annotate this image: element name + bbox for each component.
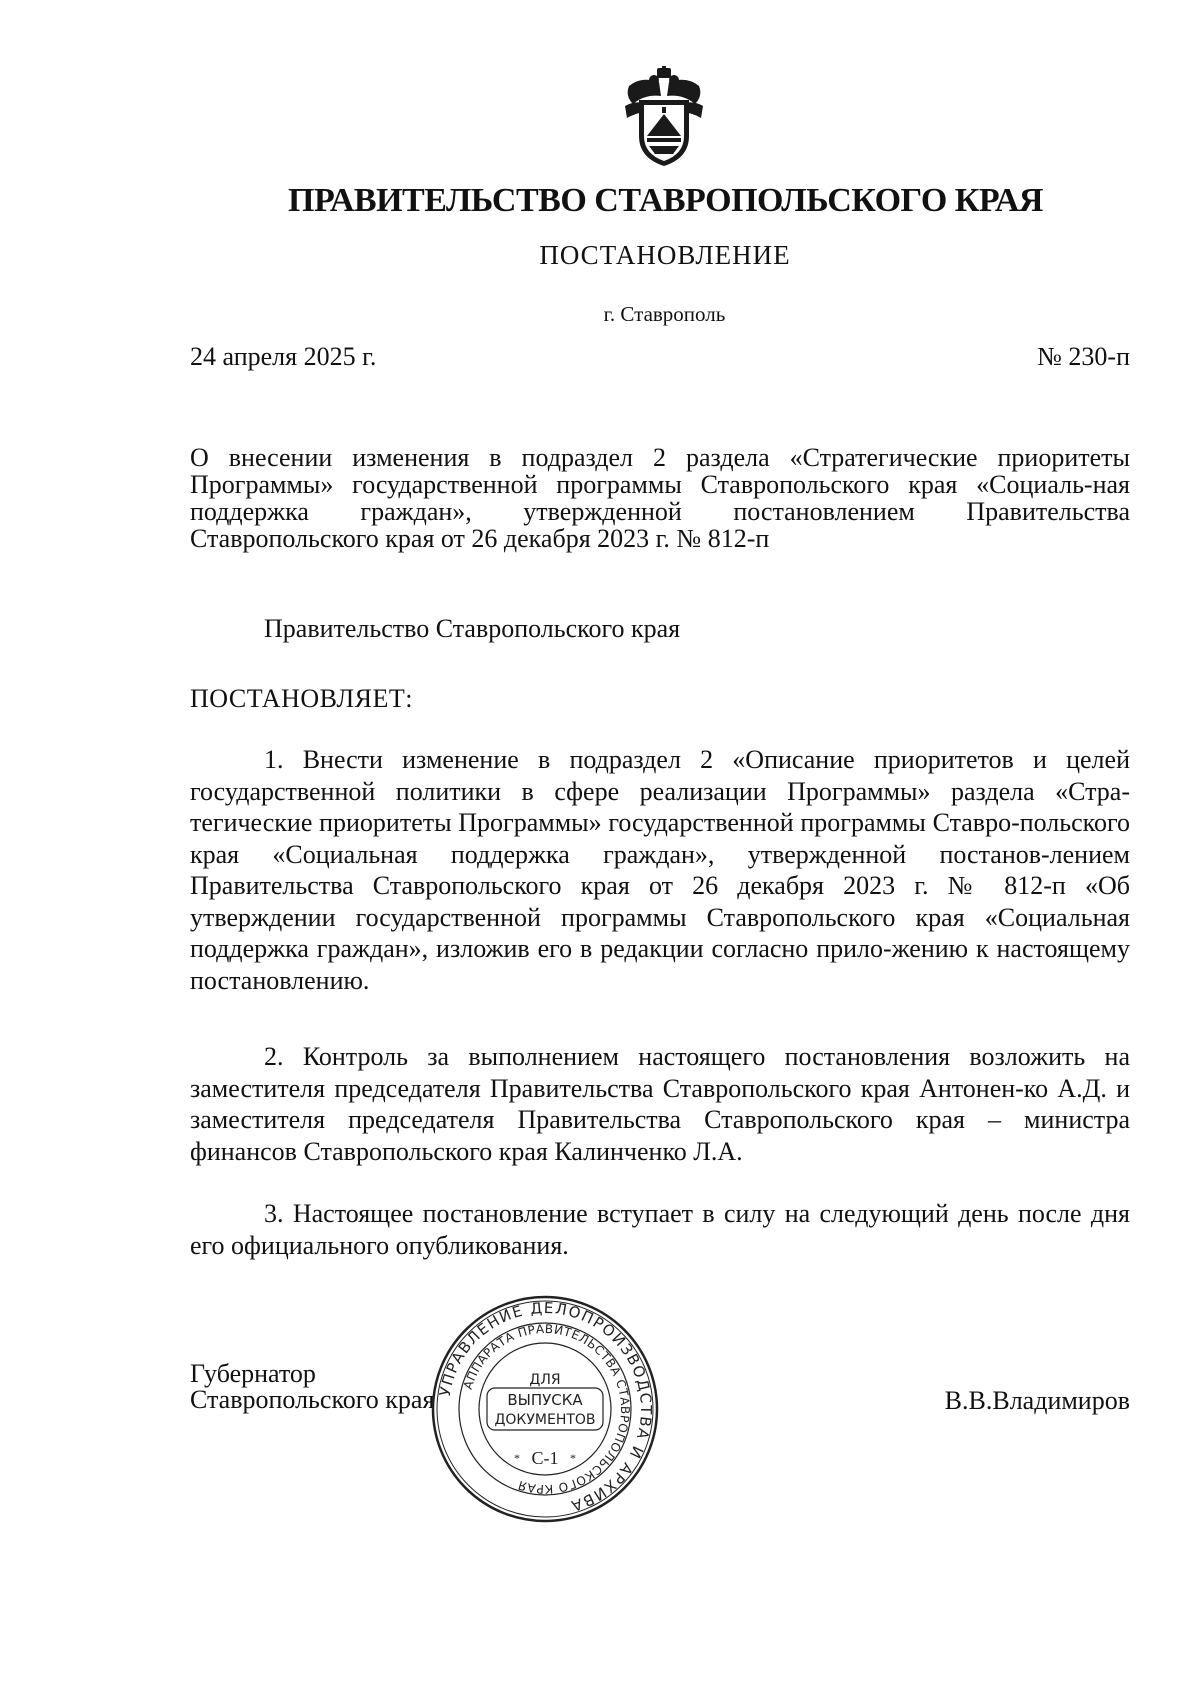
resolution-item-3: 3. Настоящее постановление вступает в силу на следующий день после дня его официального опубликования. <box>190 1199 1130 1260</box>
signatory-name: В.В.Владимиров <box>944 1386 1130 1415</box>
official-stamp <box>430 1294 660 1524</box>
stamp-center-line3: ДОКУМЕНТОВ <box>494 1412 596 1428</box>
stamp-inner-text: АППАРАТА ПРАВИТЕЛЬСТВА СТАВРОПОЛЬСКОГО КРАЯ <box>460 1321 633 1497</box>
document-date: 24 апреля 2025 г. <box>190 342 377 371</box>
stamp-star-left-icon: * <box>514 1451 520 1465</box>
stamp-center-line2: ВЫПУСКА <box>507 1391 583 1409</box>
signatory-title-line2: Ставропольского края <box>190 1385 435 1414</box>
stamp-center-line1: ДЛЯ <box>529 1372 561 1388</box>
resolves-heading: ПОСТАНОВЛЯЕТ: <box>190 684 413 713</box>
resolution-item-1: 1. Внести изменение в подраздел 2 «Описание приоритетов и целей государственной политики в сфере реализации Программы» раздела «Стра-тегические приоритеты Программы» государственной программы Ставро-польского края «Социальная поддержка граждан», утвержденной постанов-лением Правительства Ставропольского края от 26 декабря 2023 г. № 812-п «Об утверждении государственной программы Ставропольского края «Социальная поддержка граждан», изложив его в редакции согласно прило-жению к настоящему постановлению. <box>190 745 1130 995</box>
document-subject: О внесении изменения в подраздел 2 раздела «Стратегические приоритеты Программы» государственной программы Ставропольского края «Социаль-ная поддержка граждан», утвержденной постановлением Правительства Ставропольского края от 26 декабря 2023 г. № 812-п <box>190 443 1130 553</box>
coat-of-arms-icon <box>621 66 707 168</box>
city-name: г. Ставрополь <box>603 302 726 326</box>
stamp-star-right-icon: * <box>570 1451 576 1465</box>
stamp-outer-text: УПРАВЛЕНИЕ ДЕЛОПРОИЗВОДСТВА И АРХИВА <box>435 1298 656 1516</box>
document-type: ПОСТАНОВЛЕНИЕ <box>539 240 791 270</box>
signatory-title-line1: Губернатор <box>190 1359 316 1388</box>
document-number: № 230-п <box>1037 342 1130 371</box>
resolution-item-2: 2. Контроль за выполнением настоящего постановления возложить на заместителя председателя Правительства Ставропольского края Антонен-ко А.Д. и заместителя председателя Правительства Ставропольского края – министра финансов Ставропольского края Калинченко Л.А. <box>190 1042 1130 1166</box>
stamp-code: С-1 <box>531 1448 559 1468</box>
government-title: ПРАВИТЕЛЬСТВО СТАВРОПОЛЬСКОГО КРАЯ <box>288 182 1043 219</box>
issuing-body: Правительство Ставропольского края <box>264 614 681 643</box>
